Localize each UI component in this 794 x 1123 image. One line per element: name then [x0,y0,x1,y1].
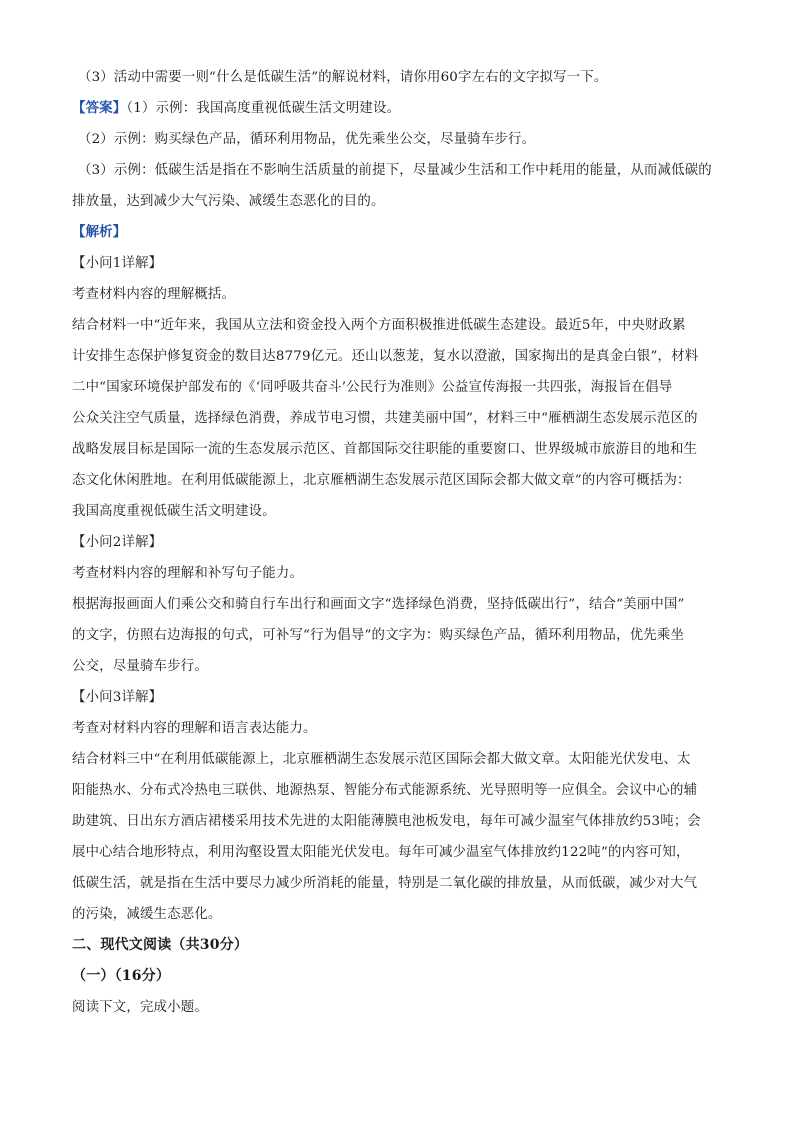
instruction-line: 阅读下文，完成小题。 [72,1000,208,1015]
paragraph-line: 结合材料一中“近年来，我国从立法和资金投入两个方面积极推进低碳生态建设。最近5年，中央财政累 [72,318,686,333]
section-heading: 二、现代文阅读（共30分） [72,937,249,953]
subsection-heading: （一）（16分） [72,968,171,984]
subquestion-3-heading: 【小问3详解】 [72,690,163,705]
paragraph-line: 态文化休闲胜地。在利用低碳能源上，北京雁栖湖生态发展示范区国际会都大做文章”的内容可概括为： [72,473,691,488]
answer-3-line-2: 排放量，达到减少大气污染、减缓生态恶化的目的。 [72,194,385,209]
paragraph-line: 结合材料三中“在利用低碳能源上，北京雁栖湖生态发展示范区国际会都大做文章。太阳能光伏发电、太 [72,752,691,767]
paragraph-line: 考查对材料内容的理解和语言表达能力。 [72,721,317,736]
paragraph-line: 展中心结合地形特点，利用沟壑设置太阳能光伏发电。每年可减少温室气体排放约122吨”的内容可知， [72,845,690,860]
subquestion-2-heading: 【小问2详解】 [72,535,163,550]
paragraph-line: 阳能热水、分布式冷热电三联供、地源热泵、智能分布式能源系统、光导照明等一应俱全。会议中心的辅 [72,783,698,798]
paragraph-line: 公交，尽量骑车步行。 [72,659,208,674]
paragraph-line: 的污染，减缓生态恶化。 [72,907,222,922]
paragraph-line: 公众关注空气质量，选择绿色消费，养成节电习惯，共建美丽中国”，材料三中“雁栖湖生态发展示范区的 [72,411,698,426]
paragraph-line: 二中“国家环境保护部发布的《‘同呼吸共奋斗’公民行为准则》公益宣传海报一共四张，海报旨在倡导 [72,380,673,395]
answer-tag: 【答案】 [72,100,127,116]
paragraph-line: 助建筑、日出东方酒店裙楼采用技术先进的太阳能薄膜电池板发电，每年可减少温室气体排放约53吨；会 [72,814,702,829]
answer-1: （1）示例：我国高度重视低碳生活文明建设。 [126,101,401,116]
subquestion-1-heading: 【小问1详解】 [72,256,163,271]
document-body [72,62,724,1023]
analysis-tag: 【解析】 [72,224,127,240]
paragraph-line: 计安排生态保护修复资金的数目达8779亿元。还山以葱茏，复水以澄澈，国家掏出的是真金白银”，材料 [72,349,699,364]
paragraph-line: 考查材料内容的理解和补写句子能力。 [72,566,304,581]
paragraph-line: 战略发展目标是国际一流的生态发展示范区、首都国际交往职能的重要窗口、世界级城市旅游目的地和生 [72,442,698,457]
paragraph-line: 根据海报画面人们乘公交和骑自行车出行和画面文字“选择绿色消费，坚持低碳出行”，结合“美丽中国” [72,597,685,612]
answer-line [72,93,724,124]
paragraph-line: 低碳生活，就是指在生活中要尽力减少所消耗的能量，特别是二氧化碳的排放量，从而低碳，减少对大气 [72,876,698,891]
paragraph-line: 的文字，仿照右边海报的句式，可补写“行为倡导”的文字为：购买绿色产品，循环利用物品，优先乘坐 [72,628,685,643]
answer-2: （2）示例：购买绿色产品，循环利用物品，优先乘坐公交，尽量骑车步行。 [78,132,536,147]
answer-3-line-1: （3）示例：低碳生活是指在不影响生活质量的前提下，尽量减少生活和工作中耗用的能量，从而减低碳的 [78,163,712,178]
paragraph-line: 考查材料内容的理解概括。 [72,287,236,302]
question-3-prompt: （3）活动中需要一则“什么是低碳生活”的解说材料，请你用60字左右的文字拟写一下。 [78,70,608,85]
paragraph-line: 我国高度重视低碳生活文明建设。 [72,504,276,519]
